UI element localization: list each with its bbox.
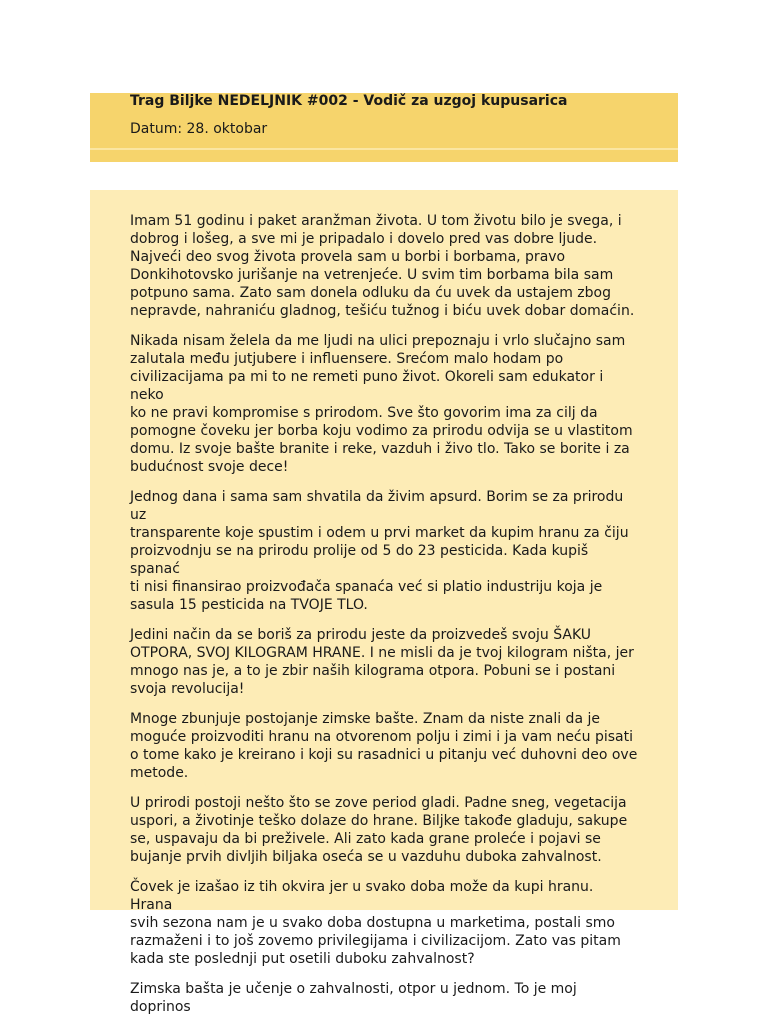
paragraph: U prirodi postoji nešto što se zove period gladi. Padne sneg, vegetacija uspori, a životinje teško dolaze do hrane. Biljke takođe gladuju, sakupe se, uspavaju da bi preživele. Ali zato kada grane proleće i pojavi se bujanje prvih divljih biljaka oseća se u vazduhu duboka zahvalnost. <box>130 795 628 865</box>
newsletter-title: Trag Biljke NEDELJNIK #002 - Vodič za uzgoj kupusarica <box>130 93 568 109</box>
paragraph: Čovek je izašao iz tih okvira jer u svako doba može da kupi hranu. Hrana svih sezona nam je u svako doba dostupna u marketima, postali smo razmaženi i to još zovemo privilegijama i civilizacijom. Zato vas pitam kada ste poslednji put osetili duboku zahvalnost? <box>130 879 621 967</box>
newsletter-date: Datum: 28. oktobar <box>130 121 268 137</box>
paragraph: Zimska bašta je učenje o zahvalnosti, otpor u jednom. To je moj doprinos <box>130 981 577 1015</box>
paragraph: Imam 51 godinu i paket aranžman života. U tom životu bilo je svega, i dobrog i lošeg, a sve mi je pripadalo i dovelo pred vas dobre ljude. Najveći deo svog života provela sam u borbi i borbama, pravo Donkihotovsko jurišanje na vetrenjeće. U svim tim borbama bila sam potpuno sama. Zato sam donela odluku da ću uvek da ustajem zbog nepravde, nahraniću gladnog, tešiću tužnog i biću uvek dobar domaćin. <box>130 213 635 319</box>
paragraph: Jednog dana i sama sam shvatila da živim apsurd. Borim se za prirodu uz transparente koje spustim i odem u prvi market da kupim hranu za čiju proizvodnju se na prirodu prolije od 5 do 23 pesticida. Kada kupiš spanać ti nisi finansirao proizvođača spanaća već si platio industriju koja je sasula 15 pesticida na TVOJE TLO. <box>130 489 629 613</box>
article-body <box>130 212 640 1028</box>
paragraph: Mnoge zbunjuje postojanje zimske bašte. Znam da niste znali da je moguće proizvoditi hranu na otvorenom polju i zimi i ja vam neću pisati o tome kako je kreirano i koji su rasadnici u pitanju već duhovni deo ove metode. <box>130 711 638 781</box>
article-body-panel <box>90 190 678 1015</box>
paragraph: Nikada nisam želela da me ljudi na ulici prepoznaju i vrlo slučajno sam zalutala među jutjubere i influensere. Srećom malo hodam po civilizacijama pa mi to ne remeti puno život. Okoreli sam edukator i neko ko ne pravi kompromise s prirodom. Sve što govorim ima za cilj da pomogne čoveku jer borba koju vodimo za prirodu odvija se u vlastitom domu. Iz svoje bašte branite i reke, vazduh i živo tlo. Tako se borite i za budućnost svoje dece! <box>130 333 633 475</box>
paragraph: Jedini način da se boriš za prirodu jeste da proizvedeš svoju ŠAKU OTPORA, SVOJ KILOGRAM HRANE. I ne misli da je tvoj kilogram ništa, jer mnogo nas je, a to je zbir naših kilograma otpora. Pobuni se i postani svoja revolucija! <box>130 627 634 697</box>
newsletter-header <box>90 93 678 162</box>
header-divider <box>90 148 678 150</box>
